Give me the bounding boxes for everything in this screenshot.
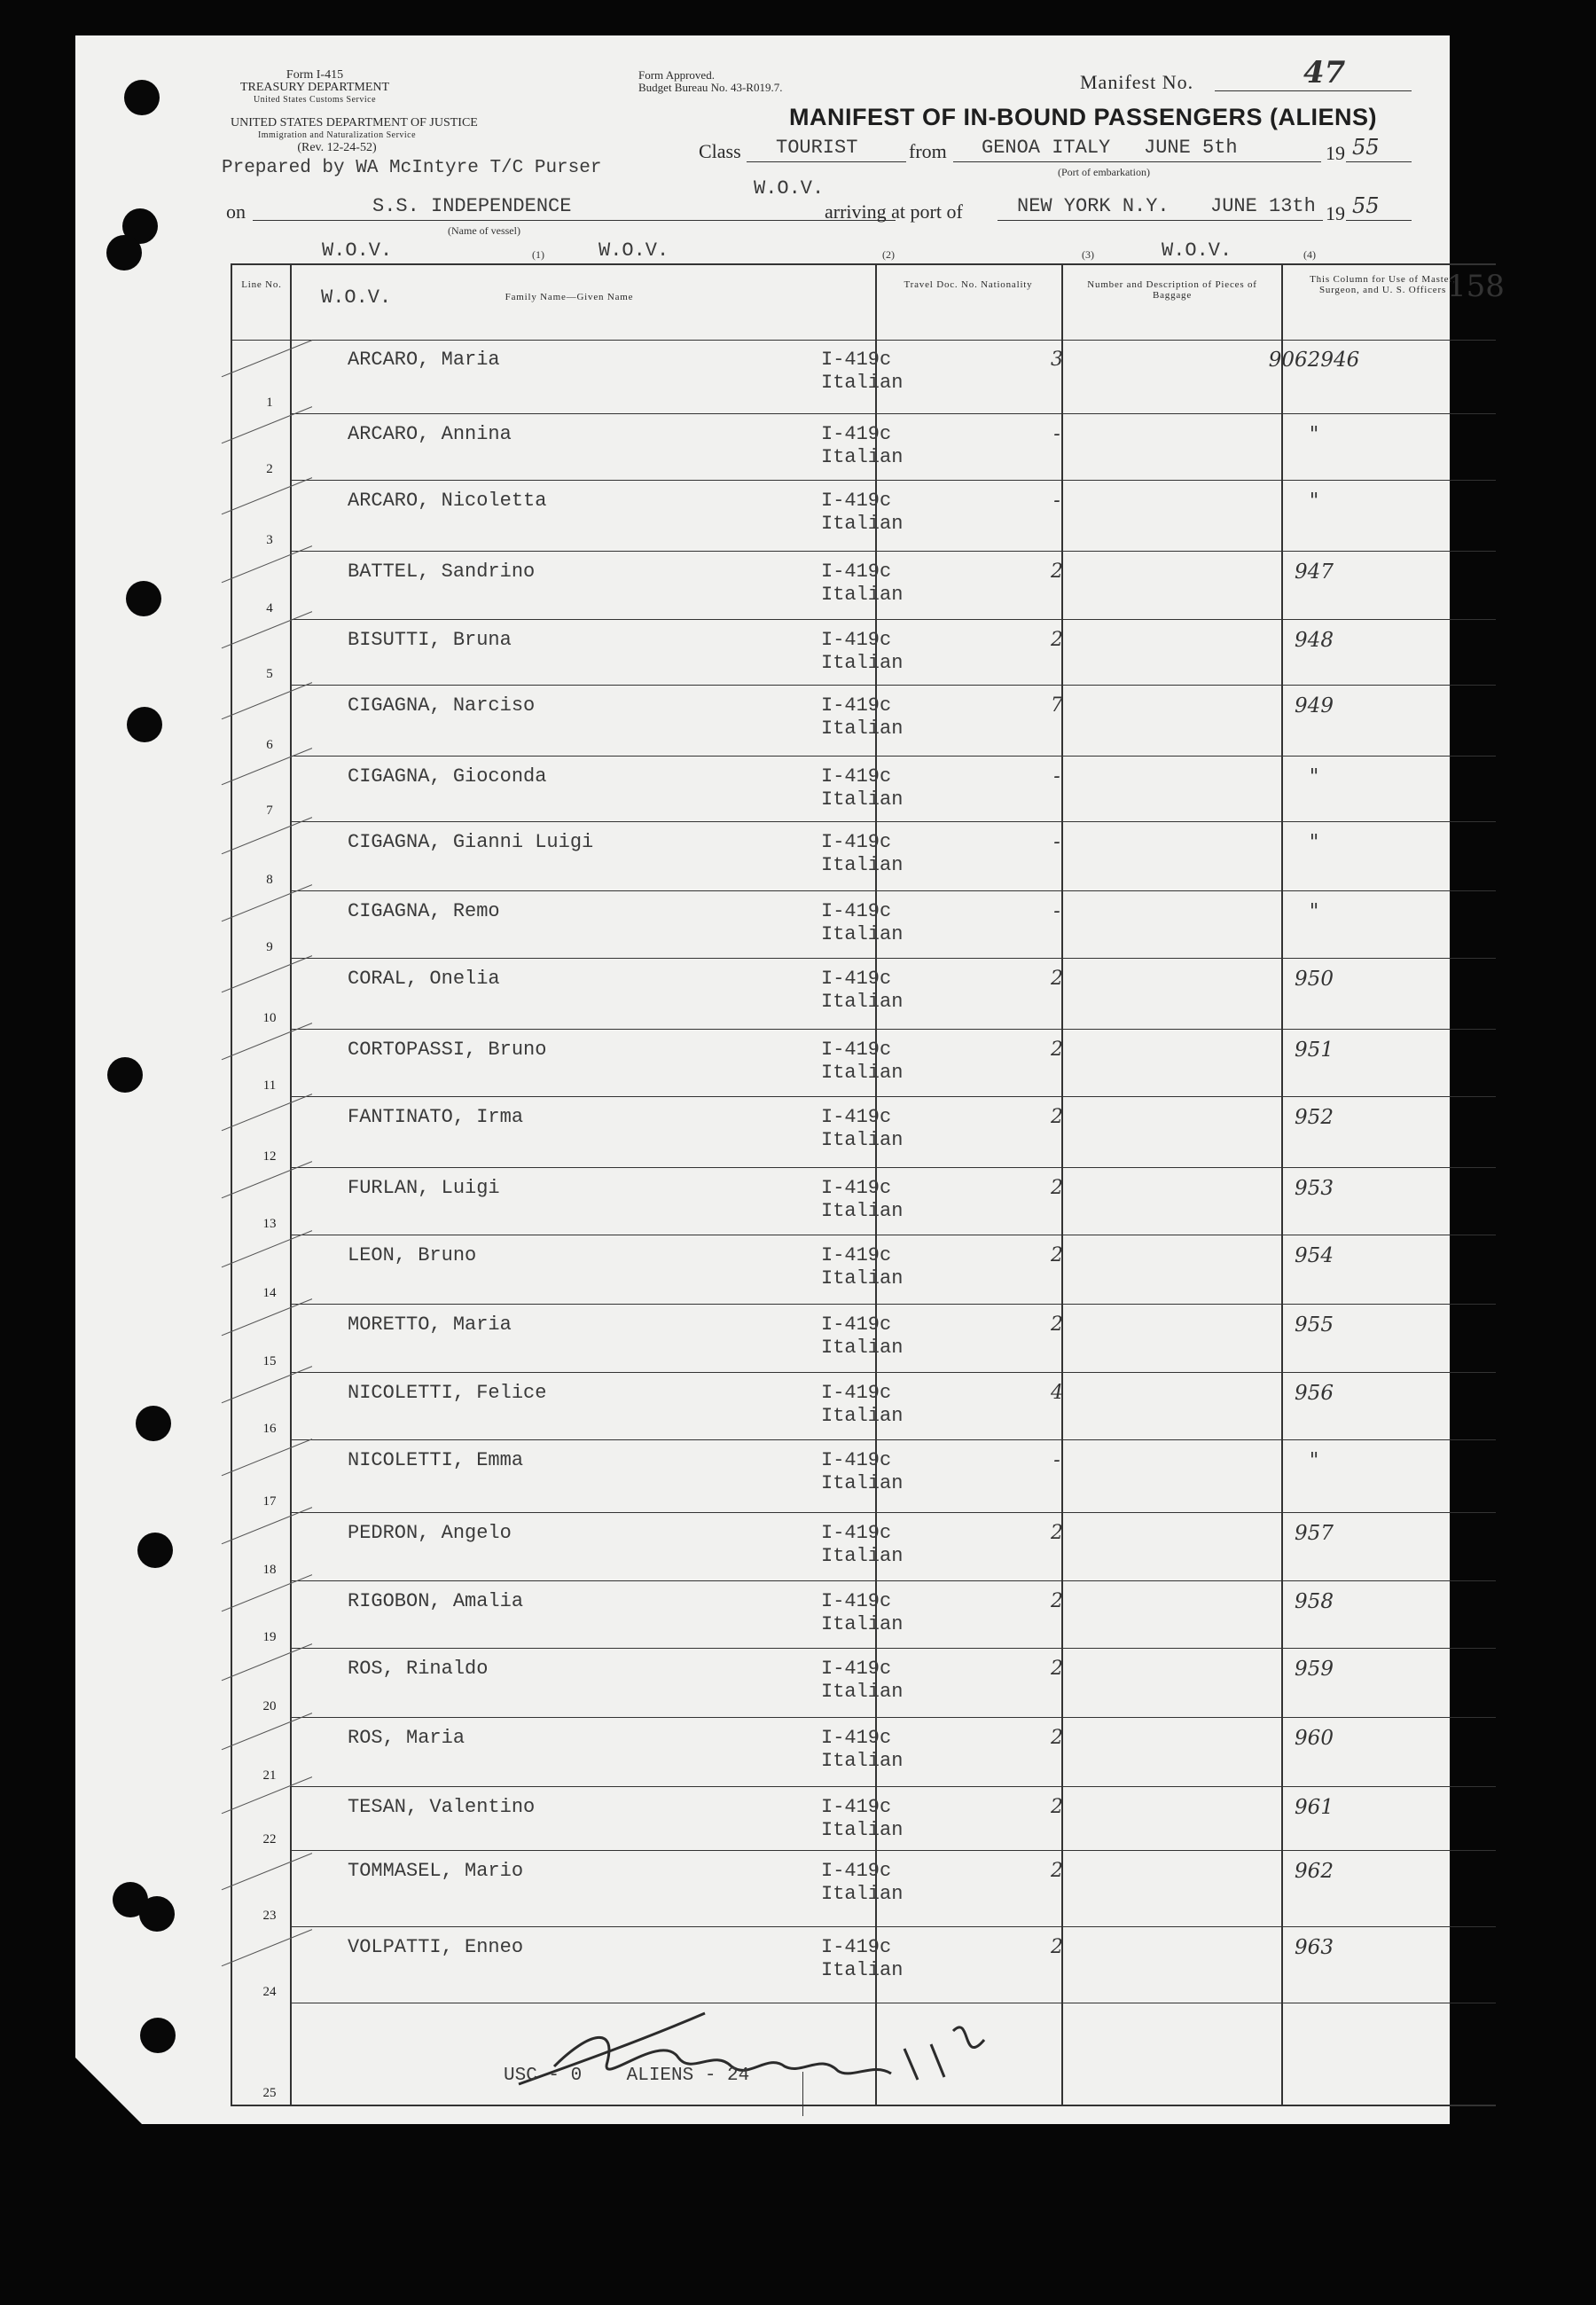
embarkation-caption: (Port of embarkation): [1058, 166, 1150, 178]
immigration-service: Immigration and Naturalization Service: [257, 130, 417, 140]
baggage-count: 3: [1051, 349, 1063, 371]
embarkation-port: GENOA ITALY: [982, 137, 1111, 159]
passenger-name: CIGAGNA, Gioconda: [348, 765, 547, 788]
officer-number: ": [1309, 765, 1319, 788]
wov-mark: W.O.V.: [321, 286, 392, 309]
officer-number: 953: [1295, 1177, 1334, 1200]
nationality: Italian: [821, 446, 904, 468]
form-revision: (Rev. 12-24-52): [297, 141, 377, 154]
line-number: 22: [262, 1832, 277, 1846]
officer-number: 948: [1295, 629, 1334, 652]
nationality: Italian: [821, 1613, 904, 1635]
form-approved: Form Approved.: [638, 68, 715, 82]
baggage-count: -: [1053, 765, 1060, 788]
table-row: [232, 340, 1496, 414]
nationality: Italian: [821, 717, 904, 740]
nationality: Italian: [821, 1267, 904, 1290]
baggage-count: 2: [1051, 1039, 1063, 1061]
travel-document: I-419c: [821, 1860, 892, 1882]
table-row: [232, 1030, 1496, 1097]
passenger-name: CIGAGNA, Narciso: [348, 694, 536, 717]
passenger-name: ROS, Rinaldo: [348, 1658, 489, 1680]
vessel-name: S.S. INDEPENDENCE: [372, 195, 572, 217]
table-row: [232, 1851, 1496, 1927]
travel-document: I-419c: [821, 900, 892, 922]
nationality: Italian: [821, 652, 904, 674]
baggage-count: 2: [1051, 1860, 1063, 1882]
nationality: Italian: [821, 1129, 904, 1151]
baggage-count: 2: [1051, 968, 1063, 990]
table-row: [232, 1097, 1496, 1168]
baggage-count: 2: [1051, 1106, 1063, 1128]
line-number: 25: [262, 2086, 277, 2100]
travel-document: I-419c: [821, 629, 892, 651]
passenger-name: ROS, Maria: [348, 1727, 466, 1749]
table-row: [232, 822, 1496, 891]
nationality: Italian: [821, 1681, 904, 1703]
line-number: 23: [262, 1909, 277, 1923]
nationality: Italian: [821, 1337, 904, 1359]
passenger-name: LEON, Bruno: [348, 1244, 477, 1266]
table-row: [232, 1787, 1496, 1851]
travel-document: I-419c: [821, 349, 892, 371]
wov-mark: W.O.V.: [598, 239, 669, 262]
nationality: Italian: [821, 1405, 904, 1427]
table-row: [232, 620, 1496, 686]
form-number: Form I-415: [286, 68, 344, 82]
alien-summary: USC - 0 ALIENS - 24: [504, 2066, 750, 2086]
from-label: from: [909, 140, 947, 162]
wov-mark: W.O.V.: [322, 239, 393, 262]
line-number: 24: [262, 1985, 277, 1999]
table-row: [232, 414, 1496, 481]
baggage-count: 2: [1051, 1936, 1063, 1958]
passenger-name: ARCARO, Nicoletta: [348, 490, 547, 512]
baggage-count: 2: [1051, 1658, 1063, 1680]
table-row: [232, 481, 1496, 552]
officer-number: 956: [1295, 1382, 1334, 1405]
nationality: Italian: [821, 1959, 904, 1981]
travel-document: I-419c: [821, 561, 892, 583]
nationality: Italian: [821, 1062, 904, 1084]
table-row: [232, 1649, 1496, 1718]
table-row: [232, 1440, 1496, 1513]
passenger-name: CORTOPASSI, Bruno: [348, 1039, 547, 1061]
travel-document: I-419c: [821, 1039, 892, 1061]
nationality: Italian: [821, 1200, 904, 1222]
column-marker-3: (3): [1082, 248, 1094, 261]
baggage-count: 7: [1051, 694, 1063, 717]
table-row: [232, 1513, 1496, 1581]
table-row: [232, 1168, 1496, 1235]
travel-document: I-419c: [821, 1658, 892, 1680]
table-row: [232, 552, 1496, 620]
table-row: [232, 1373, 1496, 1440]
nationality: Italian: [821, 1819, 904, 1841]
passenger-name: CORAL, Onelia: [348, 968, 500, 990]
line-number: 18: [262, 1563, 277, 1577]
line-number: 11: [262, 1078, 277, 1093]
vessel-caption: (Name of vessel): [448, 224, 520, 237]
officer-number: 947: [1295, 561, 1334, 584]
passenger-name: PEDRON, Angelo: [348, 1522, 512, 1544]
baggage-count: 2: [1051, 1177, 1063, 1199]
baggage-count: -: [1053, 490, 1060, 512]
line-number: 10: [262, 1011, 277, 1025]
passenger-name: ARCARO, Maria: [348, 349, 500, 371]
arrival-year: 55: [1352, 193, 1380, 218]
table-row: [232, 1305, 1496, 1373]
line-number: 8: [266, 873, 273, 887]
line-number: 21: [262, 1768, 277, 1783]
table-row: [232, 1718, 1496, 1787]
officer-number: 958: [1295, 1590, 1334, 1613]
column-marker-4: (4): [1303, 248, 1316, 261]
travel-document: I-419c: [821, 1936, 892, 1958]
travel-document: I-419c: [821, 765, 892, 788]
officer-number: 959: [1295, 1658, 1334, 1681]
binder-hole: [137, 1533, 173, 1568]
arrival-port: NEW YORK N.Y.: [1017, 195, 1170, 217]
baggage-count: 2: [1051, 1522, 1063, 1544]
column-header-travel-doc: Travel Doc. No. Nationality: [904, 279, 1033, 290]
table-row: [232, 1235, 1496, 1305]
embarkation-year: 55: [1352, 135, 1380, 160]
officer-number: ": [1309, 423, 1319, 446]
officer-number: 961: [1295, 1796, 1334, 1819]
column-header-line-no: Line No.: [241, 279, 282, 290]
officer-number: 954: [1295, 1244, 1334, 1267]
passenger-name: MORETTO, Maria: [348, 1313, 512, 1336]
binder-hole: [127, 707, 162, 742]
officer-number: 955: [1295, 1313, 1334, 1337]
arriving-label: arriving at port of: [825, 200, 963, 223]
baggage-count: -: [1053, 831, 1060, 853]
line-number: 9: [266, 940, 273, 954]
officer-number: 957: [1295, 1522, 1334, 1545]
binder-hole: [106, 235, 142, 270]
travel-document: I-419c: [821, 1313, 892, 1336]
line-number: 20: [262, 1699, 277, 1713]
nationality: Italian: [821, 372, 904, 394]
line-number: 7: [266, 804, 273, 818]
embarkation-date: JUNE 5th: [1144, 137, 1238, 159]
travel-document: I-419c: [821, 1106, 892, 1128]
binder-hole: [124, 80, 160, 115]
line-number: 17: [262, 1494, 277, 1509]
passenger-name: ARCARO, Annina: [348, 423, 512, 445]
line-number: 12: [262, 1149, 277, 1164]
nationality: Italian: [821, 788, 904, 811]
line-number: 19: [262, 1630, 277, 1644]
baggage-count: 2: [1051, 1590, 1063, 1612]
passenger-name: BISUTTI, Bruna: [348, 629, 512, 651]
binder-hole: [107, 1057, 143, 1093]
baggage-count: 2: [1051, 629, 1063, 651]
officer-number: ": [1309, 490, 1319, 513]
baggage-count: -: [1053, 900, 1060, 922]
line-number: 2: [266, 462, 273, 476]
nationality: Italian: [821, 854, 904, 876]
nationality: Italian: [821, 513, 904, 535]
on-label: on: [226, 200, 246, 223]
page-number: 158: [1447, 269, 1505, 304]
officer-number: 952: [1295, 1106, 1334, 1129]
line-number: 15: [262, 1354, 277, 1368]
line-number: 13: [262, 1217, 277, 1231]
column-header-name: Family Name—Given Name: [505, 292, 634, 302]
arrival-date: JUNE 13th: [1210, 195, 1316, 217]
passenger-name: NICOLETTI, Felice: [348, 1382, 547, 1404]
table-row: [232, 959, 1496, 1030]
prepared-by: Prepared by WA McIntyre T/C Purser: [222, 158, 602, 178]
passenger-name: VOLPATTI, Enneo: [348, 1936, 524, 1958]
baggage-count: 2: [1051, 1727, 1063, 1749]
travel-document: I-419c: [821, 1796, 892, 1818]
binder-hole: [139, 1896, 175, 1932]
travel-document: I-419c: [821, 1382, 892, 1404]
travel-document: I-419c: [821, 694, 892, 717]
officer-number: ": [1309, 831, 1319, 854]
line-number: 1: [266, 396, 273, 410]
baggage-count: 2: [1051, 561, 1063, 583]
baggage-count: -: [1053, 1449, 1060, 1471]
travel-document: I-419c: [821, 1522, 892, 1544]
nationality: Italian: [821, 1472, 904, 1494]
line-number: 5: [266, 667, 273, 681]
nationality: Italian: [821, 923, 904, 945]
travel-document: I-419c: [821, 1590, 892, 1612]
baggage-count: 2: [1051, 1244, 1063, 1266]
wov-mark: W.O.V.: [1162, 239, 1232, 262]
passenger-name: FANTINATO, Irma: [348, 1106, 524, 1128]
binder-hole: [126, 581, 161, 616]
treasury-department: TREASURY DEPARTMENT: [239, 81, 390, 94]
baggage-count: 2: [1051, 1313, 1063, 1336]
arrival-year-prefix: 19: [1326, 202, 1345, 224]
travel-document: I-419c: [821, 490, 892, 512]
column-header-officers: This Column for Use of Master, Surgeon, and U. S. Officers: [1310, 274, 1456, 295]
passenger-name: FURLAN, Luigi: [348, 1177, 500, 1199]
table-row: [232, 686, 1496, 757]
nationality: Italian: [821, 1883, 904, 1905]
embarkation-year-prefix: 19: [1326, 142, 1345, 164]
officer-number: ": [1309, 1449, 1319, 1472]
nationality: Italian: [821, 991, 904, 1013]
passenger-name: CIGAGNA, Gianni Luigi: [348, 831, 594, 853]
manifest-number: 47: [1303, 55, 1346, 90]
line-number: 16: [262, 1422, 277, 1436]
wov-mark: W.O.V.: [754, 177, 825, 200]
travel-document: I-419c: [821, 1177, 892, 1199]
class-label: Class: [699, 140, 741, 162]
officer-number: 950: [1295, 968, 1334, 991]
binder-hole: [136, 1406, 171, 1441]
customs-service: United States Customs Service: [253, 95, 377, 105]
travel-document: I-419c: [821, 1727, 892, 1749]
officer-number: 962: [1295, 1860, 1334, 1883]
baggage-count: 4: [1051, 1382, 1063, 1404]
passenger-name: TESAN, Valentino: [348, 1796, 536, 1818]
nationality: Italian: [821, 584, 904, 606]
travel-document: I-419c: [821, 968, 892, 990]
passenger-name: RIGOBON, Amalia: [348, 1590, 524, 1612]
passenger-name: BATTEL, Sandrino: [348, 561, 536, 583]
officer-number: 949: [1295, 694, 1334, 717]
passenger-name: TOMMASEL, Mario: [348, 1860, 524, 1882]
officer-number: 963: [1295, 1936, 1334, 1959]
nationality: Italian: [821, 1750, 904, 1772]
line-number: 4: [266, 601, 273, 615]
baggage-count: 2: [1051, 1796, 1063, 1818]
travel-document: I-419c: [821, 423, 892, 445]
manifest-number-label: Manifest No.: [1080, 71, 1194, 93]
column-header-baggage: Number and Description of Pieces of Baggage: [1087, 279, 1257, 301]
justice-department: UNITED STATES DEPARTMENT OF JUSTICE: [231, 116, 478, 129]
table-row: [232, 1581, 1496, 1649]
travel-document: I-419c: [821, 831, 892, 853]
line-number: 3: [266, 533, 273, 547]
table-row: [232, 757, 1496, 822]
officer-number: 960: [1295, 1727, 1334, 1750]
class-value: TOURIST: [776, 137, 858, 159]
column-marker-2: (2): [882, 248, 895, 261]
budget-bureau-number: Budget Bureau No. 43-R019.7.: [638, 81, 783, 94]
line-number: 14: [262, 1286, 277, 1300]
column-marker-1: (1): [532, 248, 544, 261]
passenger-name: CIGAGNA, Remo: [348, 900, 500, 922]
officer-number: 951: [1295, 1039, 1334, 1062]
binder-hole: [140, 2018, 176, 2053]
travel-document: I-419c: [821, 1449, 892, 1471]
passenger-name: NICOLETTI, Emma: [348, 1449, 524, 1471]
table-row: [232, 891, 1496, 959]
officer-number: ": [1309, 900, 1319, 923]
nationality: Italian: [821, 1545, 904, 1567]
travel-document: I-419c: [821, 1244, 892, 1266]
manifest-page: [75, 35, 1505, 2124]
passenger-table: [231, 263, 1505, 2106]
manifest-title: MANIFEST OF IN-BOUND PASSENGERS (ALIENS): [789, 104, 1378, 130]
baggage-count: -: [1053, 423, 1060, 445]
officer-number: 9062946: [1268, 349, 1360, 372]
line-number: 6: [266, 738, 273, 752]
